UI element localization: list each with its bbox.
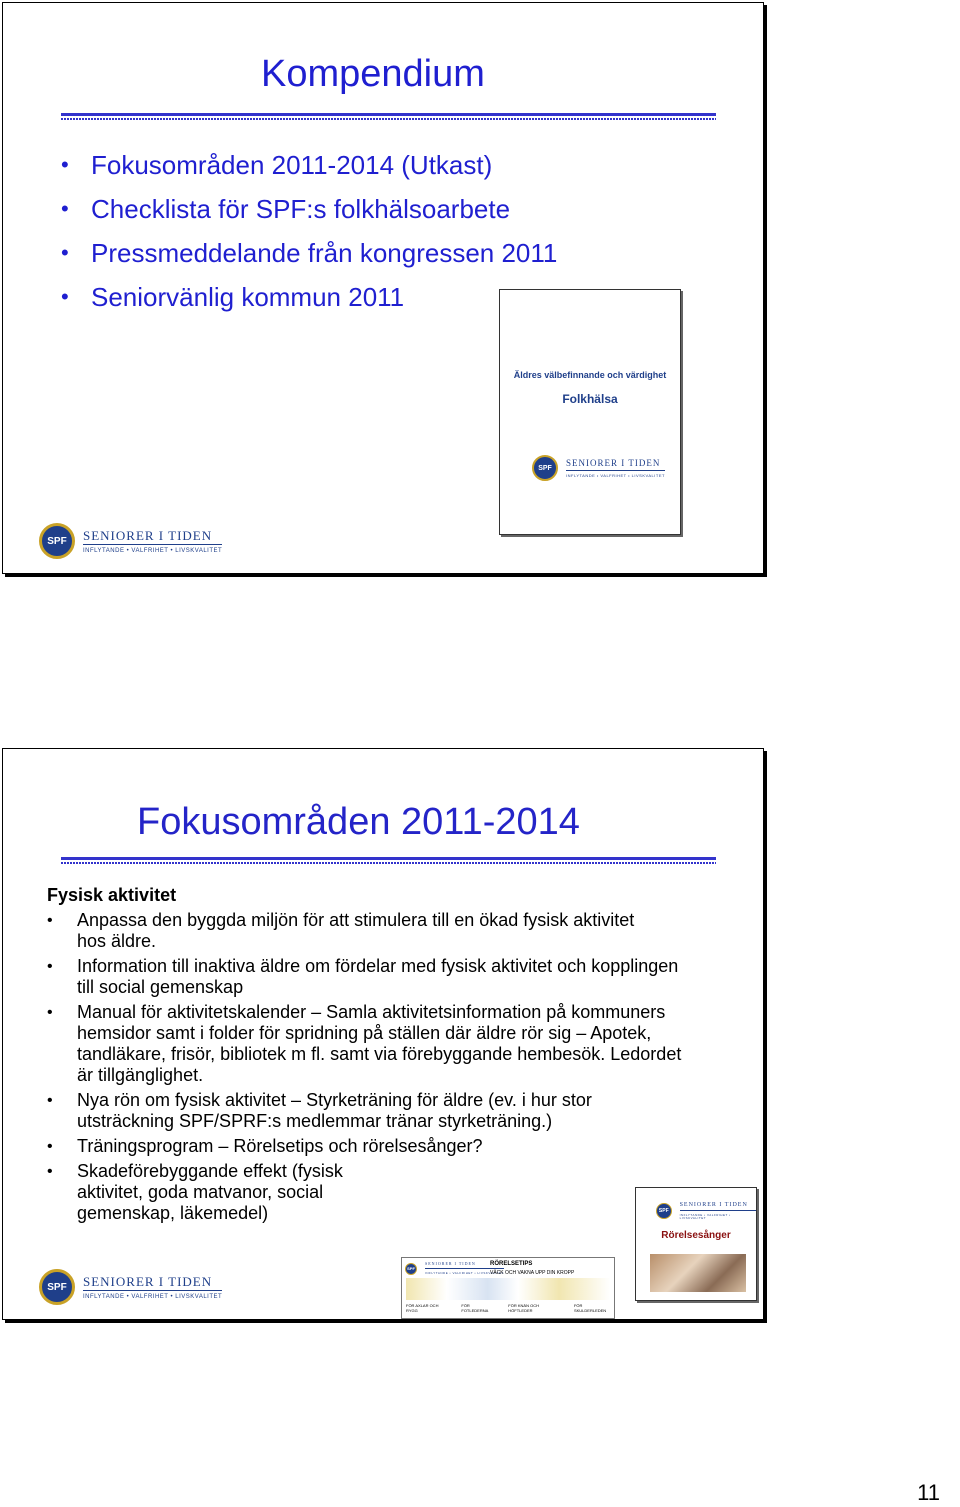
slide-title: Kompendium	[261, 53, 485, 95]
caption: FÖR FOTLEDERNA	[461, 1303, 489, 1313]
dancing-photo	[650, 1254, 746, 1292]
slide-title: Fokusområden 2011-2014	[137, 801, 580, 843]
logo-name: SENIORER I TIDEN	[680, 1202, 756, 1211]
page-number: 11	[917, 1480, 940, 1505]
rorelsesanger-cover	[635, 1187, 757, 1301]
list-item: • Nya rön om fysisk aktivitet – Styrketräning för äldre (ev. i hur stor utsträckning SPF/SPRF:s medlemmar tränar styrketräning.)	[47, 1090, 687, 1132]
logo-tagline: INFLYTANDE • VALFRIHET • LIVSKVALITET	[566, 472, 665, 478]
section-heading: Fysisk aktivitet	[47, 885, 177, 905]
list-item: • Seniorvänlig kommun 2011	[61, 275, 557, 319]
caption: FÖR AXLAR OCH RYGG	[406, 1303, 439, 1313]
spf-logo	[532, 455, 665, 481]
list-item: • Checklista för SPF:s folkhälsoarbete	[61, 187, 557, 231]
list-item: • Träningsprogram – Rörelsetips och rörelsesånger?	[47, 1136, 597, 1157]
cover-subtitle: Äldres välbefinnande och värdighet	[513, 370, 667, 380]
logo-name: SENIORER I TIDEN	[83, 529, 222, 545]
exercise-captions	[406, 1303, 614, 1313]
logo-tagline: INFLYTANDE • VALFRIHET • LIVSKVALITET	[425, 1271, 504, 1275]
spf-seal-icon: SPF	[532, 455, 558, 481]
spf-logo	[656, 1202, 756, 1220]
title-rule	[61, 857, 716, 864]
spf-logo	[39, 523, 222, 559]
logo-tagline: INFLYTANDE • VALFRIHET • LIVSKVALITET	[83, 547, 223, 554]
exercise-illustrations	[406, 1278, 610, 1300]
spf-seal-icon: SPF	[39, 1269, 75, 1305]
list-item: • Information till inaktiva äldre om fördelar med fysisk aktivitet och kopplingen till social gemenskap	[47, 956, 687, 998]
title-rule	[61, 113, 716, 120]
list-item: • Anpassa den byggda miljön för att stimulera till en ökad fysisk aktivitet hos äldre.	[47, 910, 637, 952]
caption: FÖR KNÄN OCH HÖFTLEDER	[508, 1303, 539, 1313]
spf-seal-icon: SPF	[405, 1263, 417, 1275]
bullet-list	[47, 910, 727, 1228]
folkhalsa-cover	[499, 289, 681, 535]
spf-seal-icon: SPF	[39, 523, 75, 559]
spf-seal-icon: SPF	[656, 1203, 672, 1219]
logo-name: SENIORER I TIDEN	[566, 459, 665, 471]
logo-tagline: INFLYTANDE • VALFRIHET • LIVSKVALITET	[83, 1293, 223, 1300]
bullet-list	[61, 143, 557, 319]
slide-kompendium	[2, 2, 764, 574]
rorelsetips-subheading: VÄCK OCH VAKNA UPP DIN KROPP	[490, 1270, 575, 1276]
list-item: • Skadeförebyggande effekt (fysisk aktivitet, goda matvanor, social gemenskap, läkemedel)	[47, 1161, 377, 1224]
rorelsetips-heading: RÖRELSETIPS	[490, 1261, 533, 1267]
logo-name: SENIORER I TIDEN	[425, 1262, 504, 1269]
rorelsesanger-title: Rörelsesånger	[661, 1230, 731, 1241]
list-item: • Fokusområden 2011-2014 (Utkast)	[61, 143, 557, 187]
spf-logo	[39, 1269, 222, 1305]
logo-name: SENIORER I TIDEN	[83, 1275, 222, 1291]
caption: FÖR SKULDERLEDEN	[573, 1303, 607, 1313]
list-item: • Pressmeddelande från kongressen 2011	[61, 231, 557, 275]
cover-title: Folkhälsa	[562, 392, 618, 406]
rorelsetips-sheet	[401, 1257, 615, 1319]
list-item: • Manual för aktivitetskalender – Samla aktivitetsinformation på kommuners hemsidor samt i folder för spridning på ställen där äldre rör sig – Apotek, tandläkare, frisör, bibliotek m fl. samt via förebyggande hembesök. Ledordet är tillgänglighet.	[47, 1002, 687, 1086]
slide-fokusomraden	[2, 748, 764, 1320]
logo-tagline: INFLYTANDE • VALFRIHET • LIVSKVALITET	[679, 1213, 731, 1220]
